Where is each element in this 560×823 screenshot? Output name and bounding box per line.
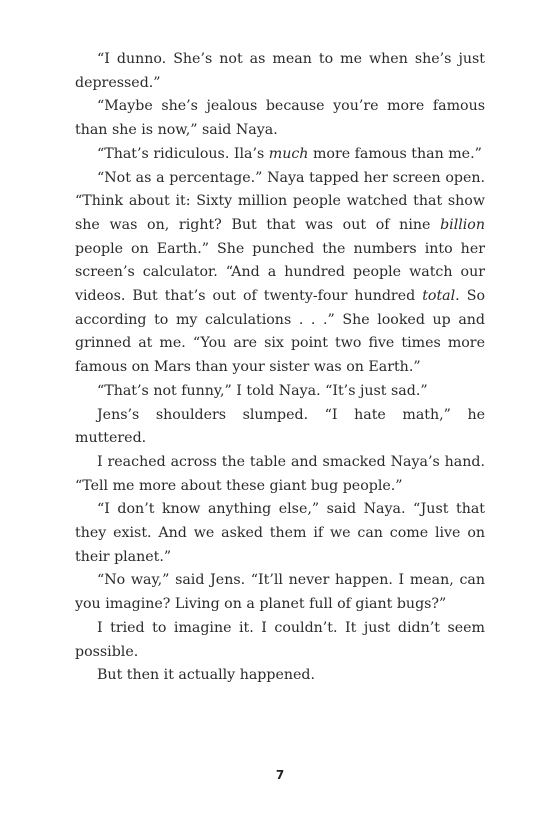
text-run: “That’s not funny,” I told Naya. “It’s just sad.”	[97, 382, 428, 399]
paragraph	[75, 143, 485, 167]
text-run: So according to my calculations . . .” She looked up and grinned at me. “You are six point two five times more famous on Mars than your sister was on Earth.”	[75, 288, 485, 376]
paragraph	[75, 569, 485, 616]
paragraph	[75, 167, 485, 380]
text-run: “That’s ridiculous. Ila’s	[97, 145, 269, 162]
page-number: 7	[275, 768, 285, 782]
text-run: I tried to imagine it. I couldn’t. It just didn’t seem possible.	[75, 619, 485, 660]
paragraph	[75, 404, 485, 451]
body-text	[75, 48, 485, 688]
text-run: “Not as a percentage.” Naya tapped her screen open. “Think about it: Sixty million people watched that show she was on, right? But that was out of nine	[75, 169, 485, 233]
paragraph	[75, 617, 485, 664]
paragraph	[75, 380, 485, 404]
text-run: “Maybe she’s jealous because you’re more famous than she is now,” said Naya.	[75, 98, 485, 139]
text-run: Jens’s shoulders slumped. “I hate math,” he muttered.	[75, 406, 485, 447]
italic-text-run: billion	[440, 216, 485, 233]
text-run: “No way,” said Jens. “It’ll never happen. I mean, can you imagine? Living on a planet full of giant bugs?”	[75, 572, 485, 613]
text-run: more famous than me.”	[308, 145, 482, 162]
italic-text-run: much	[268, 145, 309, 162]
paragraph	[75, 498, 485, 569]
text-run: I reached across the table and smacked Naya’s hand. “Tell me more about these giant bug people.”	[75, 453, 485, 494]
text-run: But then it actually happened.	[97, 667, 315, 684]
paragraph	[75, 48, 485, 95]
italic-text-run: total.	[422, 288, 460, 305]
text-run: “I don’t know anything else,” said Naya. “Just that they exist. And we asked them if we can come live on their planet.”	[75, 501, 485, 565]
paragraph	[75, 95, 485, 142]
text-run: people on Earth.” She punched the numbers into her screen’s calculator. “And a hundred people watch our videos. But that’s out of twenty-four hundred	[75, 240, 485, 305]
text-run: “I dunno. She’s not as mean to me when she’s just depressed.”	[75, 51, 485, 91]
paragraph	[75, 664, 485, 688]
paragraph	[75, 451, 485, 498]
